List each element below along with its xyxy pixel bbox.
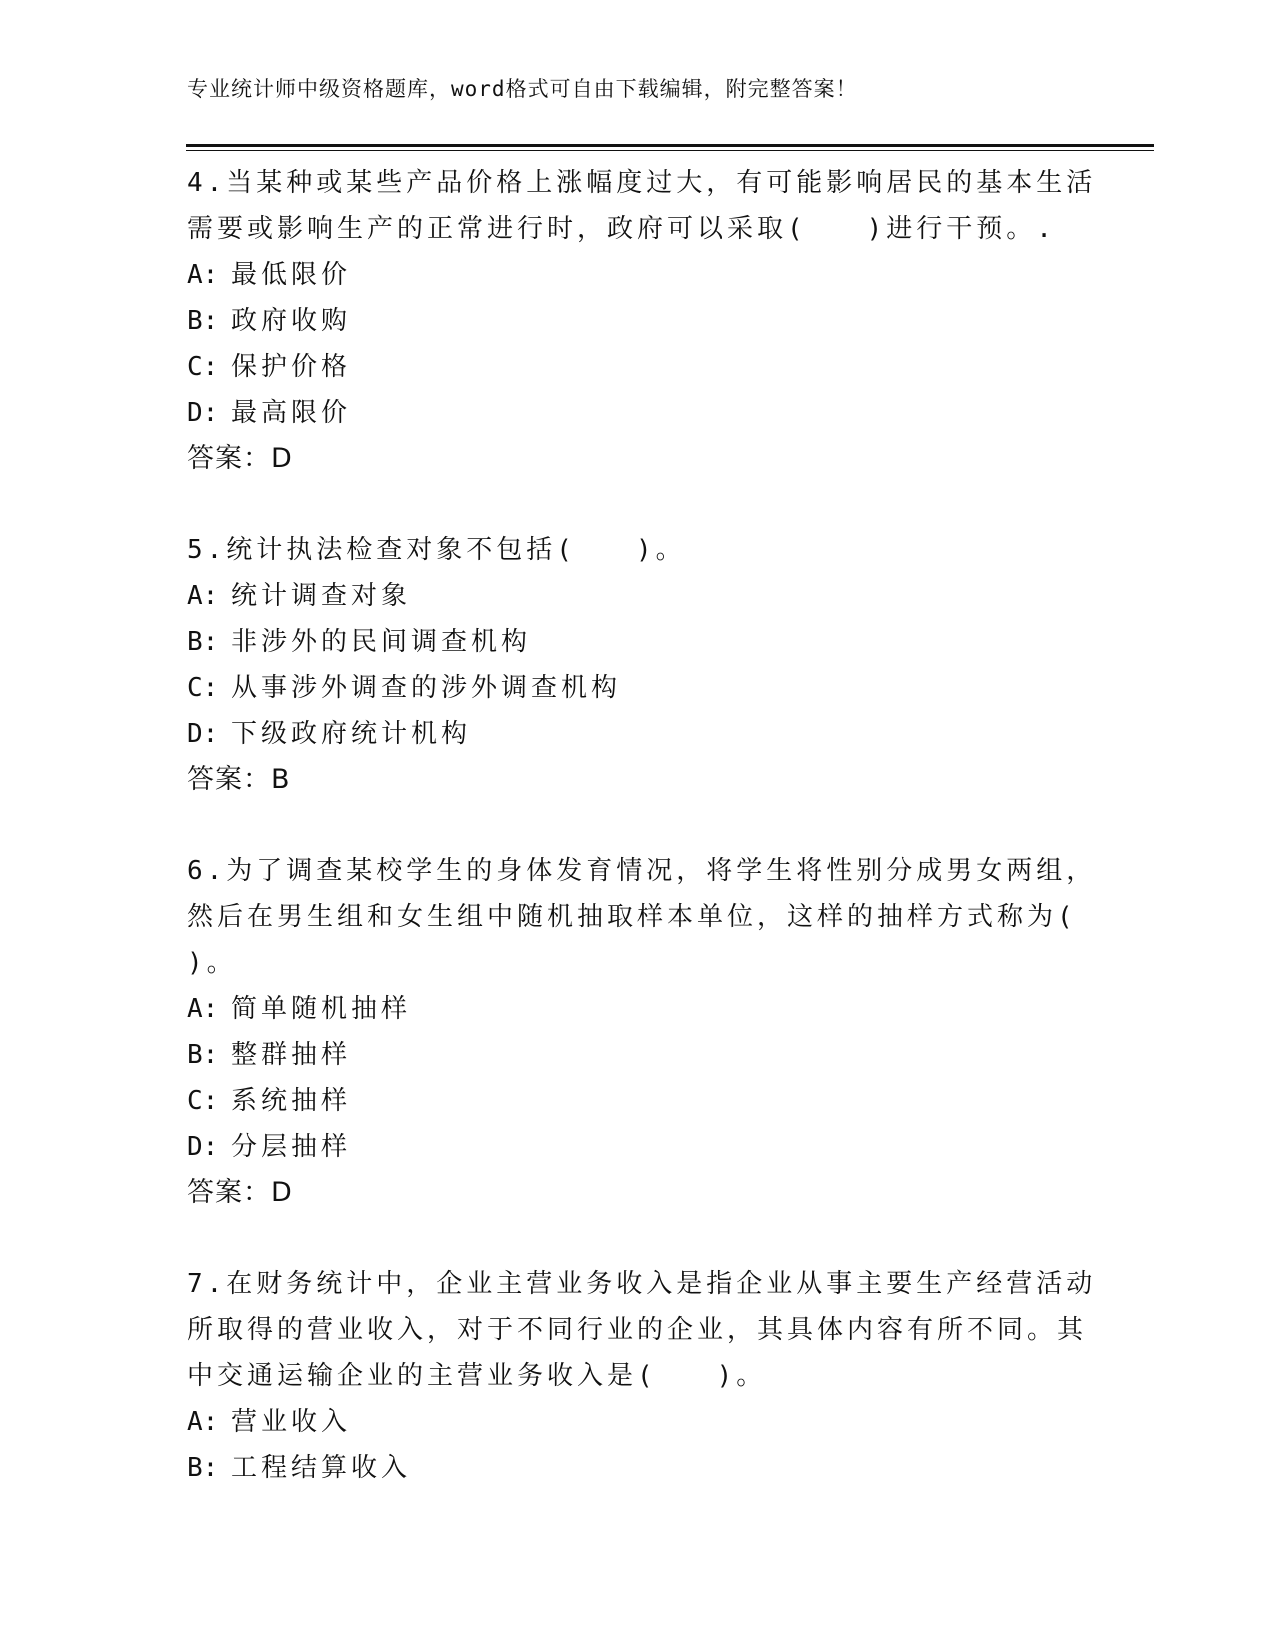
option-key: C: — [187, 1086, 219, 1116]
option-c — [187, 344, 1087, 390]
option-d — [187, 711, 1087, 757]
question-stem: 7.在财务统计中，企业主营业务收入是指企业从事主要生产经营活动 — [187, 1269, 1097, 1299]
option-d — [187, 390, 1087, 436]
option-d — [187, 1124, 1087, 1170]
option-key: A: — [187, 260, 219, 290]
option-key: A: — [187, 994, 219, 1024]
question-stem: 需要或影响生产的正常进行时，政府可以采取( )进行干预。. — [187, 214, 1056, 244]
option-text: 下级政府统计机构 — [231, 719, 472, 749]
option-text: 保护价格 — [231, 352, 352, 382]
question-stem: 4.当某种或某些产品价格上涨幅度过大，有可能影响居民的基本生活 — [187, 168, 1097, 198]
option-key: B: — [187, 1040, 219, 1070]
question-5 — [187, 527, 1087, 803]
question-stem: 然后在男生组和女生组中随机抽取样本单位，这样的抽样方式称为( — [187, 902, 1077, 932]
option-text: 营业收入 — [231, 1407, 352, 1437]
option-b — [187, 619, 1087, 665]
question-stem: 中交通运输企业的主营业务收入是( )。 — [187, 1361, 767, 1391]
option-key: B: — [187, 627, 219, 657]
option-a — [187, 986, 1087, 1032]
answer-line: 答案：D — [187, 443, 293, 474]
header-divider — [186, 144, 1154, 151]
option-b — [187, 1032, 1087, 1078]
option-text: 工程结算收入 — [231, 1453, 412, 1483]
question-stem: 6.为了调查某校学生的身体发育情况，将学生将性别分成男女两组， — [187, 856, 1097, 886]
option-key: B: — [187, 1453, 219, 1483]
option-key: B: — [187, 306, 219, 336]
question-6 — [187, 848, 1097, 1216]
option-key: D: — [187, 719, 219, 749]
answer-line: 答案：B — [187, 764, 291, 795]
option-c — [187, 665, 1087, 711]
question-7 — [187, 1261, 1097, 1491]
option-key: A: — [187, 1407, 219, 1437]
question-stem: 5.统计执法检查对象不包括( )。 — [187, 535, 686, 565]
option-key: D: — [187, 1132, 219, 1162]
option-b — [187, 1445, 1087, 1491]
option-c — [187, 1078, 1087, 1124]
page-header: 专业统计师中级资格题库，word格式可自由下载编辑，附完整答案！ — [187, 77, 858, 101]
option-a — [187, 252, 1087, 298]
option-key: C: — [187, 352, 219, 382]
question-list — [187, 160, 1097, 1536]
answer-line: 答案：D — [187, 1177, 293, 1208]
option-text: 从事涉外调查的涉外调查机构 — [231, 673, 622, 703]
question-stem: )。 — [187, 948, 237, 978]
option-text: 系统抽样 — [231, 1086, 352, 1116]
option-key: C: — [187, 673, 219, 703]
option-a — [187, 573, 1087, 619]
option-a — [187, 1399, 1087, 1445]
option-text: 统计调查对象 — [231, 581, 412, 611]
option-text: 最高限价 — [231, 398, 352, 428]
option-b — [187, 298, 1087, 344]
option-key: D: — [187, 398, 219, 428]
question-stem: 所取得的营业收入，对于不同行业的企业，其具体内容有所不同。其 — [187, 1315, 1088, 1345]
option-key: A: — [187, 581, 219, 611]
option-text: 分层抽样 — [231, 1132, 352, 1162]
option-text: 最低限价 — [231, 260, 352, 290]
option-text: 简单随机抽样 — [231, 994, 412, 1024]
option-text: 政府收购 — [231, 306, 352, 336]
option-text: 非涉外的民间调查机构 — [231, 627, 532, 657]
option-text: 整群抽样 — [231, 1040, 352, 1070]
question-4 — [187, 160, 1097, 482]
